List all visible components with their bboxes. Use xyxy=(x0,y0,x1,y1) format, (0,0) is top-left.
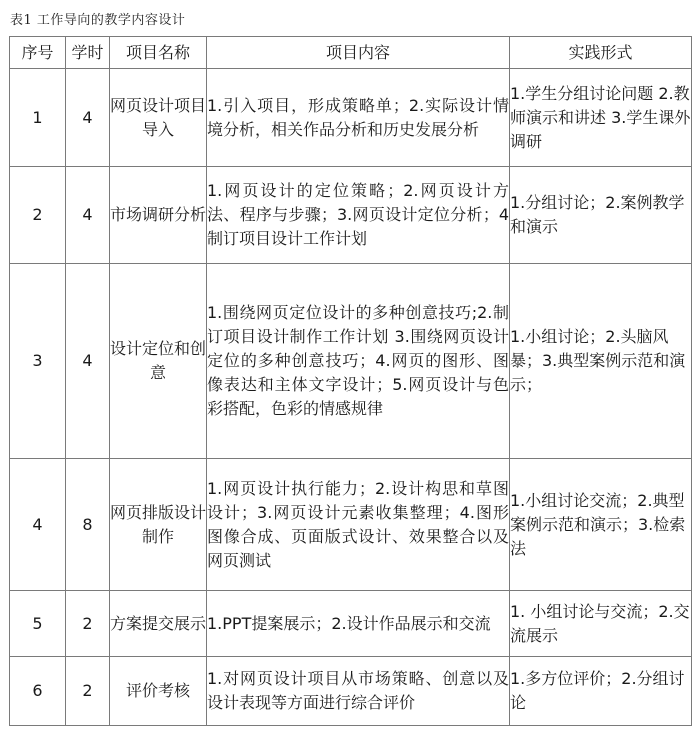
cell-project-name: 方案提交展示 xyxy=(110,591,207,657)
header-hours: 学时 xyxy=(66,37,110,69)
table-header-row xyxy=(10,37,692,69)
cell-practice-form: 1.小组讨论；2.头脑风暴；3.典型案例示范和演示； xyxy=(510,264,692,459)
cell-num: 5 xyxy=(10,591,66,657)
cell-num: 2 xyxy=(10,167,66,264)
table-row xyxy=(10,657,692,726)
table-row xyxy=(10,459,692,591)
table-row xyxy=(10,167,692,264)
cell-hours: 4 xyxy=(66,167,110,264)
cell-num: 1 xyxy=(10,69,66,167)
teaching-content-table xyxy=(9,36,692,726)
cell-practice-form: 1.分组讨论；2.案例教学和演示 xyxy=(510,167,692,264)
cell-project-content: 1.对网页设计项目从市场策略、创意以及设计表现等方面进行综合评价 xyxy=(207,657,510,726)
cell-hours: 2 xyxy=(66,591,110,657)
cell-practice-form: 1. 小组讨论与交流；2.交流展示 xyxy=(510,591,692,657)
cell-project-name: 评价考核 xyxy=(110,657,207,726)
cell-hours: 8 xyxy=(66,459,110,591)
table-row xyxy=(10,264,692,459)
cell-project-content: 1.围绕网页定位设计的多种创意技巧;2.制订项目设计制作工作计划 3.围绕网页设计定位的多种创意技巧；4.网页的图形、图像表达和主体文字设计；5.网页设计与色彩搭配，色彩的情感规律 xyxy=(207,264,510,459)
cell-practice-form: 1.多方位评价；2.分组讨论 xyxy=(510,657,692,726)
table-row xyxy=(10,591,692,657)
cell-hours: 4 xyxy=(66,264,110,459)
cell-project-name: 网页设计项目导入 xyxy=(110,69,207,167)
cell-project-content: 1.网页设计的定位策略；2.网页设计方法、程序与步骤；3.网页设计定位分析；4制订项目设计工作计划 xyxy=(207,167,510,264)
header-project-content: 项目内容 xyxy=(207,37,510,69)
header-num: 序号 xyxy=(10,37,66,69)
cell-project-name: 市场调研分析 xyxy=(110,167,207,264)
cell-practice-form: 1.学生分组讨论问题 2.教师演示和讲述 3.学生课外调研 xyxy=(510,69,692,167)
header-practice-form: 实践形式 xyxy=(510,37,692,69)
cell-project-content: 1.引入项目，形成策略单；2.实际设计情境分析，相关作品分析和历史发展分析 xyxy=(207,69,510,167)
cell-num: 3 xyxy=(10,264,66,459)
cell-practice-form: 1.小组讨论交流；2.典型案例示范和演示；3.检索法 xyxy=(510,459,692,591)
cell-project-content: 1.PPT提案展示；2.设计作品展示和交流 xyxy=(207,591,510,657)
table-row xyxy=(10,69,692,167)
cell-hours: 4 xyxy=(66,69,110,167)
header-project-name: 项目名称 xyxy=(110,37,207,69)
cell-num: 6 xyxy=(10,657,66,726)
cell-hours: 2 xyxy=(66,657,110,726)
cell-num: 4 xyxy=(10,459,66,591)
table-caption: 表1 工作导向的教学内容设计 xyxy=(10,13,186,28)
cell-project-name: 网页排版设计制作 xyxy=(110,459,207,591)
cell-project-name: 设计定位和创意 xyxy=(110,264,207,459)
cell-project-content: 1.网页设计执行能力；2.设计构思和草图设计；3.网页设计元素收集整理；4.图形图像合成、页面版式设计、效果整合以及网页测试 xyxy=(207,459,510,591)
